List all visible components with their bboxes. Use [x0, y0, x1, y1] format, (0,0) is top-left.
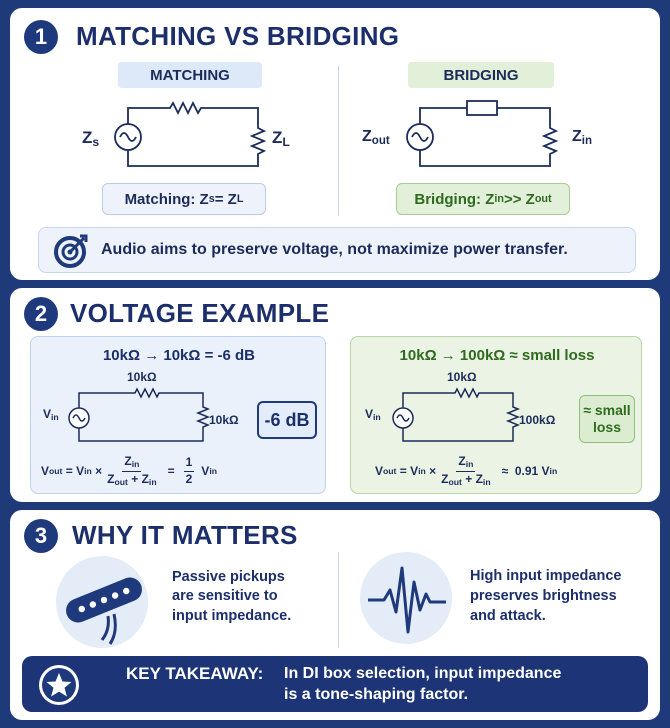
ten-k-heading: 10kΩ → 10kΩ = -6 dB — [102, 347, 256, 364]
section-number-1: 1 — [24, 20, 58, 54]
key-takeaway-text: In DI box selection, input impedance is a tone-shaping factor. — [284, 665, 562, 703]
ten-k-series-resistor: 10kΩ — [127, 370, 157, 384]
why-it-matters-panel — [10, 510, 660, 720]
matching-vs-bridging-panel — [10, 8, 660, 280]
hundred-k-example-card — [350, 336, 642, 494]
bridging-load-label: $Z_{in}$ — [572, 128, 593, 147]
hundred-k-series-resistor: 10kΩ — [447, 370, 477, 384]
section-title-2: VOLTAGE EXAMPLE — [70, 298, 330, 328]
small-loss-badge: ≈ small loss — [579, 395, 635, 443]
bridging-circuit — [390, 96, 593, 178]
key-takeaway-banner — [22, 656, 648, 712]
hundred-k-equation: V out = V in × $\frac{Z_{in}}{Z_{out} + Z_{in}}$ ≈ 0.91 V in — [375, 454, 558, 487]
voltage-note-bar — [38, 227, 636, 273]
pickup-explanation: Passive pickups are sensitive to input impedance. — [172, 569, 292, 624]
matching-formula: Matching: Z s = Z L — [102, 183, 266, 215]
impedance-explanation: High input impedance preserves brightness and attack. — [470, 568, 622, 624]
star-icon — [36, 662, 82, 708]
matching-source-label: $Z_s$ — [82, 128, 100, 150]
ten-k-equation: V out = V in × $\frac{Z_{in}}{Z_{out} + Z_{in}}$ = $\frac{1}{2}$ V in — [41, 454, 217, 487]
matching-load-label: $Z_L$ — [272, 128, 290, 150]
section-title-3: WHY IT MATTERS — [72, 520, 298, 550]
key-takeaway-label: KEY TAKEAWAY: — [126, 664, 264, 683]
column-divider — [338, 66, 339, 216]
waveform-icon — [360, 552, 452, 644]
hundred-k-heading: 10kΩ → 100kΩ ≈ small loss — [399, 347, 595, 364]
matching-header: MATCHING — [118, 62, 262, 88]
bridging-source-label: $Z_{out}$ — [362, 128, 390, 147]
matching-circuit — [98, 96, 298, 178]
section-number-2: 2 — [24, 297, 58, 331]
ten-k-circuit — [63, 383, 223, 449]
bridging-header: BRIDGING — [408, 62, 554, 88]
ten-k-load-resistor: 10kΩ — [209, 413, 239, 427]
pickup-icon — [54, 560, 154, 650]
hundred-k-load-resistor: 100kΩ — [519, 413, 556, 427]
section-title-1: MATCHING VS BRIDGING — [76, 21, 400, 51]
ten-k-example-card — [30, 336, 326, 494]
voltage-note-text: Audio aims to preserve voltage, not maximize power transfer. — [101, 241, 568, 258]
section-number-3: 3 — [24, 519, 58, 553]
ten-k-source-label: $V_{in}$ — [43, 407, 59, 423]
voltage-example-panel — [10, 288, 660, 502]
target-icon — [53, 233, 89, 269]
hundred-k-source-label: $V_{in}$ — [365, 407, 381, 423]
minus-six-db-badge: -6 dB — [257, 401, 317, 439]
why-divider — [338, 552, 339, 648]
bridging-formula: Bridging: Z in >> Z out — [396, 183, 570, 215]
